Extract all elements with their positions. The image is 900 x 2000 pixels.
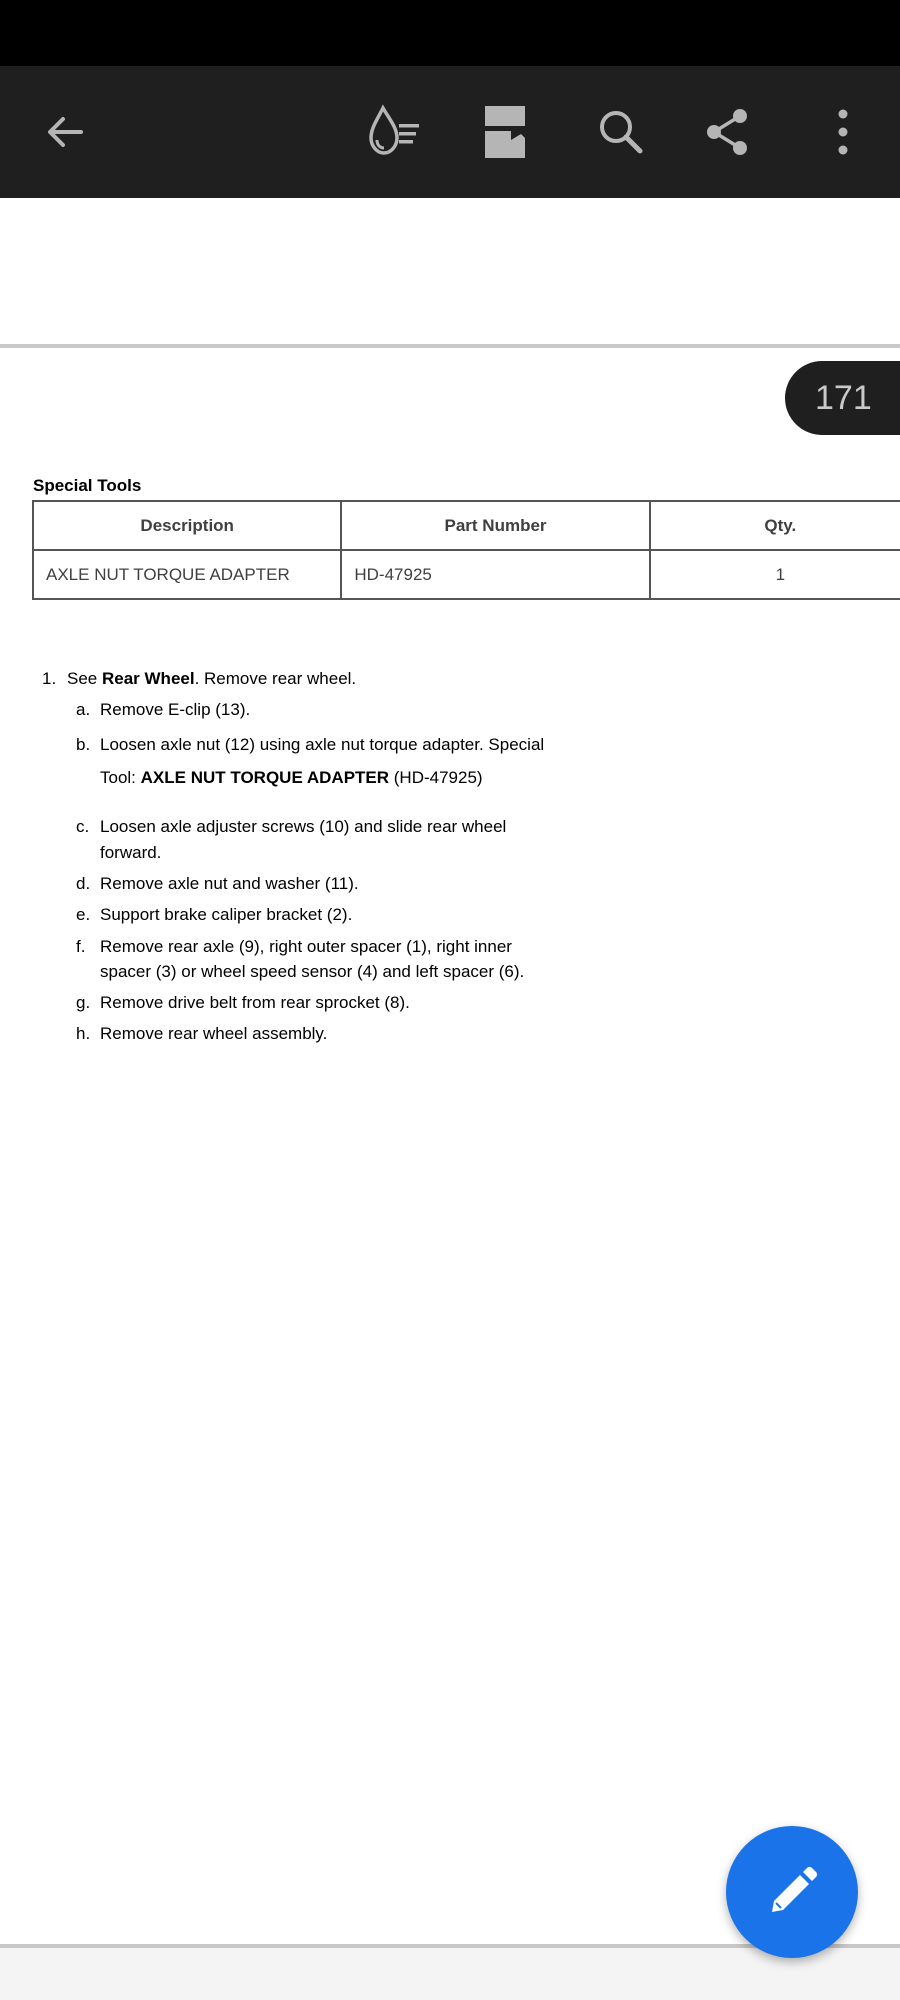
step-f-text-line1: Remove rear axle (9), right outer spacer (1), right inner — [100, 937, 512, 956]
status-bar — [0, 0, 900, 66]
step-c-text-line1: Loosen axle adjuster screws (10) and slide rear wheel — [100, 817, 507, 836]
edit-fab-button[interactable] — [726, 1826, 858, 1958]
back-button[interactable] — [20, 66, 110, 198]
step-c-text-line2: forward. — [100, 843, 162, 862]
step-a-letter: a. — [76, 700, 91, 719]
page-number-indicator: 171 — [785, 361, 900, 435]
header-qty: Qty. — [650, 501, 900, 550]
bookmark-page-icon — [481, 104, 529, 160]
table-header-row — [33, 501, 900, 550]
reflow-icon — [363, 102, 423, 162]
step-1-pre: See — [67, 669, 102, 688]
share-icon — [702, 107, 752, 157]
step-d-text: Remove axle nut and washer (11). — [100, 874, 359, 893]
table-row — [33, 550, 900, 599]
reflow-button[interactable] — [348, 66, 438, 198]
back-arrow-icon — [41, 108, 89, 156]
step-1-text — [67, 669, 356, 689]
step-1-number: 1. — [42, 669, 57, 688]
step-f-letter: f. — [76, 937, 86, 956]
step-h-text: Remove rear wheel assembly. — [100, 1024, 328, 1043]
step-e-text: Support brake caliper bracket (2). — [100, 905, 353, 924]
special-tools-table — [32, 500, 900, 600]
step-h-letter: h. — [76, 1024, 91, 1043]
next-page-start — [0, 1948, 900, 2000]
step-f-text-line2: spacer (3) or wheel speed sensor (4) and left spacer (6). — [100, 962, 525, 981]
cell-qty: 1 — [650, 550, 900, 599]
step-g-text: Remove drive belt from rear sprocket (8). — [100, 993, 410, 1012]
step-1-post: . Remove rear wheel. — [194, 669, 357, 688]
search-button[interactable] — [576, 66, 666, 198]
page-bookmark-button[interactable] — [460, 66, 550, 198]
step-b-part-number: (HD-47925) — [389, 768, 483, 787]
section-title: Special Tools — [33, 476, 142, 495]
step-d-letter: d. — [76, 874, 91, 893]
step-b-text-line2 — [100, 768, 483, 788]
header-description: Description — [33, 501, 341, 550]
more-options-button[interactable] — [798, 66, 888, 198]
search-icon — [596, 107, 646, 157]
cell-part-number: HD-47925 — [341, 550, 649, 599]
edit-pencil-icon — [764, 1864, 820, 1920]
step-b-tool-label: Tool: — [100, 768, 141, 787]
step-b-text-line1: Loosen axle nut (12) using axle nut torque adapter. Special — [100, 735, 545, 754]
header-part-number: Part Number — [341, 501, 649, 550]
top-toolbar — [0, 66, 900, 198]
step-c-letter: c. — [76, 817, 90, 836]
more-vert-icon — [833, 107, 853, 157]
previous-page-end — [0, 198, 900, 346]
cell-description: AXLE NUT TORQUE ADAPTER — [33, 550, 341, 599]
share-button[interactable] — [682, 66, 772, 198]
step-e-letter: e. — [76, 905, 91, 924]
step-b-tool-name: AXLE NUT TORQUE ADAPTER — [140, 768, 390, 787]
step-a-text: Remove E-clip (13). — [100, 700, 251, 719]
rear-wheel-reference: Rear Wheel — [101, 669, 195, 688]
step-b-letter: b. — [76, 735, 91, 754]
step-g-letter: g. — [76, 993, 91, 1012]
